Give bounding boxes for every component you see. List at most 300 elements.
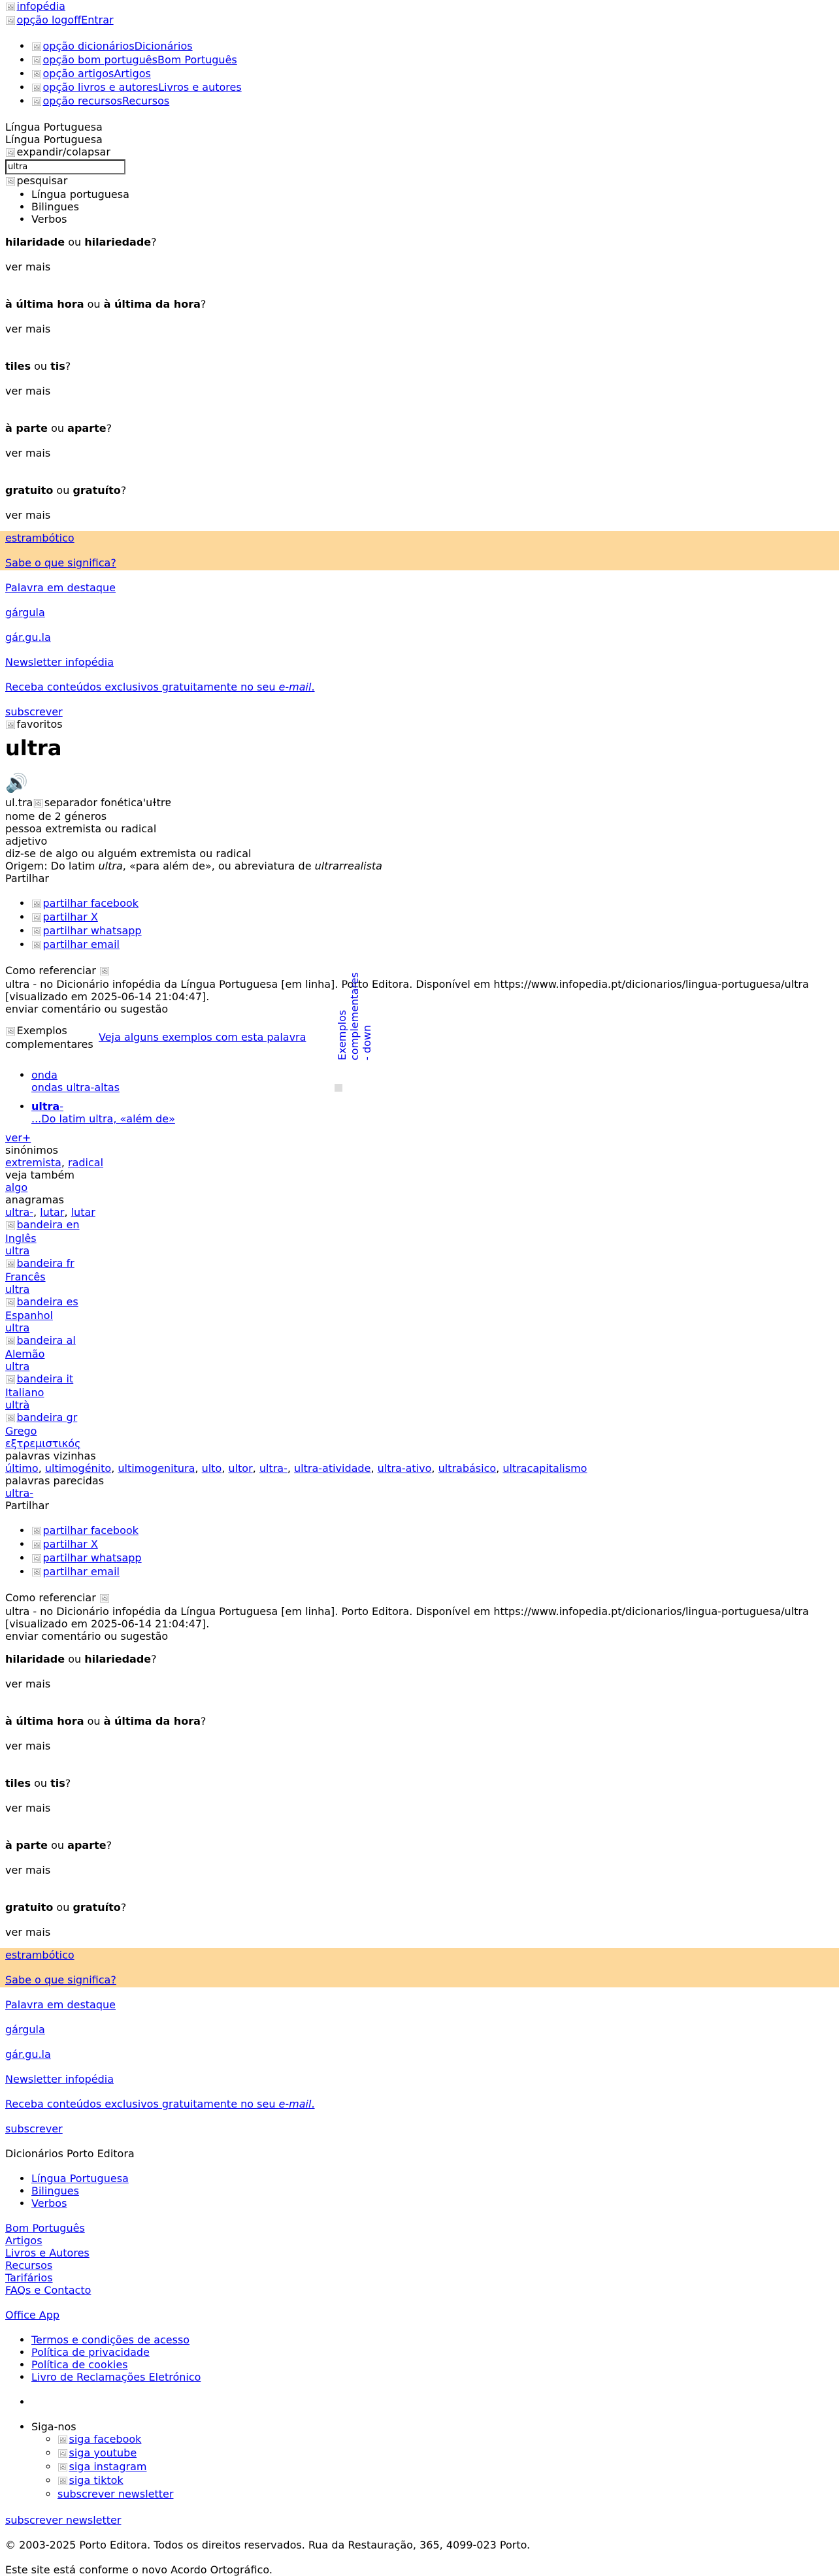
- expand-collapse[interactable]: [5, 146, 839, 159]
- flag-en-icon: [5, 1218, 17, 1232]
- example-word[interactable]: onda: [31, 1069, 58, 1081]
- down-arrow-icon[interactable]: [335, 1081, 342, 1093]
- featured-word[interactable]: gárgula: [5, 2023, 45, 2036]
- example-item: [31, 1069, 175, 1094]
- nav-item-artigos: [31, 67, 839, 81]
- subscribe-link[interactable]: subscrever: [5, 706, 63, 718]
- see-more[interactable]: ver mais: [5, 1802, 51, 1814]
- word-of-day-link[interactable]: estrambótico: [5, 532, 74, 544]
- share-list: [5, 897, 839, 952]
- empty-list: [5, 2396, 839, 2408]
- doubt-question: [5, 298, 839, 310]
- email-icon: [31, 1565, 43, 1579]
- tiktok-icon: [58, 2474, 69, 2488]
- share-email[interactable]: [31, 938, 120, 951]
- share-facebook[interactable]: [31, 897, 139, 909]
- headword: ultra: [5, 736, 62, 760]
- nl-em: e-mail: [278, 2098, 312, 2110]
- expand-icon: [5, 146, 17, 159]
- dict-option[interactable]: • Verbos: [31, 213, 839, 225]
- neighbor-link[interactable]: ulto: [201, 1462, 222, 1475]
- doubt-or: ou: [68, 236, 82, 248]
- origin-text: , «para além de», ou abreviatura de: [122, 860, 315, 872]
- doubt-or: ou: [56, 1901, 70, 1914]
- social-item: [58, 2460, 839, 2474]
- favorites-icon: [5, 718, 17, 732]
- anagram-link[interactable]: ultra-: [5, 1206, 34, 1218]
- nl-text: Receba conteúdos exclusivos gratuitamente no seu: [5, 681, 279, 693]
- x-icon: [31, 911, 43, 924]
- phonetic: 'uɫtrɐ: [142, 796, 172, 809]
- doubt-option-a: hilaridade: [5, 236, 65, 248]
- example-suffix: -: [59, 1100, 63, 1113]
- social-facebook[interactable]: [58, 2433, 141, 2445]
- subscribe-link[interactable]: subscrever: [5, 2123, 63, 2135]
- anagrams-label: anagramas: [5, 1194, 65, 1206]
- featured-syllables[interactable]: gár.gu.la: [5, 631, 51, 644]
- social-list: [5, 2421, 839, 2500]
- similar-link[interactable]: ultra-: [5, 1487, 34, 1499]
- examples-toggle[interactable]: [5, 1024, 103, 1051]
- sep-alt: separador fonética: [44, 796, 143, 809]
- nav-label: Recursos: [122, 95, 170, 107]
- see-more[interactable]: ver mais: [5, 323, 51, 335]
- expand-alt: expandir/colapsar: [16, 146, 110, 158]
- newsletter-text[interactable]: [5, 2098, 315, 2110]
- follow-label: Siga-nos: [31, 2421, 76, 2433]
- doubt-option-b: gratuíto: [73, 484, 121, 497]
- flag-alt: bandeira en: [16, 1218, 80, 1231]
- logo-link[interactable]: [5, 0, 65, 12]
- neighbor-link[interactable]: ultrabásico: [438, 1462, 497, 1475]
- dictionary-title: Língua Portuguesa: [5, 121, 103, 133]
- doubt-question: [5, 1839, 839, 1851]
- citation-text: ultra - no Dicionário infopédia da Língua Portuguesa [em linha]. Porto Editora. Disponível em https://www.infopedia.pt/dicionarios/lingua-portuguesa/ultra [visualizado em 2025-06-14 21:04:47].: [5, 978, 809, 1003]
- example-item: [31, 1100, 175, 1125]
- citation-text: ultra - no Dicionário infopédia da Língua Portuguesa [em linha]. Porto Editora. Disponível em https://www.infopedia.pt/dicionarios/lingua-portuguesa/ultra [visualizado em 2025-06-14 21:04:47].: [5, 1605, 809, 1630]
- doubt-question: [5, 484, 839, 497]
- see-more[interactable]: ver mais: [5, 1740, 51, 1752]
- email-icon: [31, 938, 43, 952]
- copy-citation-icon[interactable]: [99, 1591, 111, 1605]
- origin-em: ultra: [98, 860, 123, 872]
- share-alt: partilhar facebook: [42, 1524, 139, 1537]
- definition: pessoa extremista ou radical: [5, 823, 157, 835]
- dict-option[interactable]: • Bilingues: [31, 201, 839, 213]
- flag-alt: bandeira al: [16, 1334, 76, 1346]
- doubt-q: ?: [65, 360, 71, 372]
- doubt-or: ou: [34, 1777, 48, 1789]
- audio-speaker-icon[interactable]: 🔊: [5, 772, 28, 794]
- flag-alt: bandeira gr: [16, 1411, 78, 1424]
- neighbor-link[interactable]: ultracapitalismo: [502, 1462, 587, 1475]
- facebook-icon: [31, 1524, 43, 1538]
- translation-link[interactable]: [5, 1373, 73, 1411]
- artigos-icon: [31, 67, 43, 81]
- footer-link[interactable]: Bom Português: [5, 2222, 85, 2234]
- doubt-option-a: hilaridade: [5, 1653, 65, 1665]
- cite-label: Como referenciar: [5, 1591, 96, 1604]
- share-item: [31, 938, 839, 952]
- footer-dict-title: Dicionários Porto Editora: [5, 2147, 135, 2160]
- share-whatsapp[interactable]: [31, 1552, 142, 1564]
- doubt-option-a: tiles: [5, 1777, 31, 1789]
- doubts-list-top: [5, 236, 839, 521]
- origin-em: ultrarrealista: [314, 860, 382, 872]
- examples-vertical-label: Exemplos complementares - down: [336, 972, 373, 1060]
- lang-name: Italiano: [5, 1386, 44, 1399]
- youtube-icon: [58, 2447, 69, 2460]
- share-alt: partilhar whatsapp: [42, 1552, 142, 1564]
- legal-link[interactable]: Livro de Reclamações Eletrónico: [31, 2371, 201, 2383]
- see-more[interactable]: ver mais: [5, 447, 51, 459]
- flag-alt: bandeira fr: [16, 1257, 74, 1269]
- example-word[interactable]: [31, 1100, 63, 1113]
- example-snippet[interactable]: ...Do latim ultra, «além de»: [31, 1113, 175, 1125]
- legal-link[interactable]: Política de cookies: [31, 2358, 128, 2371]
- footer-link[interactable]: Tarifários: [5, 2272, 53, 2284]
- grammar-class: nome de 2 géneros: [5, 810, 107, 823]
- share-item: [31, 1565, 839, 1579]
- syllables-line: [5, 796, 839, 810]
- nl-dot: .: [311, 681, 315, 693]
- know-meaning-link[interactable]: Sabe o que significa?: [5, 557, 116, 569]
- favorites-alt: favoritos: [16, 718, 63, 730]
- social-youtube[interactable]: [58, 2447, 137, 2459]
- grammar-class: adjetivo: [5, 835, 48, 847]
- doubt-option-b: à última da hora: [103, 1715, 201, 1727]
- doubt-option-a: gratuito: [5, 1901, 54, 1914]
- doubt-q: ?: [151, 1653, 157, 1665]
- nav-item-dicionarios: [31, 40, 839, 54]
- follow-item: [31, 2421, 839, 2500]
- social-alt: siga youtube: [69, 2447, 137, 2459]
- newsletter-subscribe-link[interactable]: subscrever newsletter: [58, 2488, 174, 2500]
- doubt-option-a: gratuito: [5, 484, 54, 497]
- lang-word: ultra: [5, 1283, 30, 1296]
- synonym-link[interactable]: radical: [68, 1156, 104, 1169]
- share-alt: partilhar email: [42, 1565, 120, 1578]
- livros-icon: [31, 81, 43, 95]
- featured-word-label[interactable]: Palavra em destaque: [5, 581, 116, 594]
- nav-link-artigos[interactable]: [31, 67, 151, 80]
- nav-alt: opção livros e autores: [42, 81, 159, 93]
- syllables: ul.tra: [5, 796, 33, 809]
- main-nav: [5, 40, 839, 108]
- social-alt: siga facebook: [69, 2433, 142, 2445]
- office-app-link[interactable]: Office App: [5, 2309, 60, 2321]
- newsletter-title[interactable]: Newsletter infopédia: [5, 656, 114, 668]
- doubt-option-b: hilariedade: [84, 236, 152, 248]
- phonetic-separator-icon: [33, 796, 44, 810]
- lang-name: Francês: [5, 1271, 46, 1283]
- legal-item: [31, 2334, 839, 2346]
- nav-link-recursos[interactable]: [31, 95, 169, 107]
- flag-alt: bandeira es: [16, 1296, 78, 1308]
- share-facebook[interactable]: [31, 1524, 139, 1537]
- citation-header: [5, 1591, 839, 1605]
- dicionarios-icon: [31, 40, 43, 54]
- nav-label: Bom Português: [157, 54, 237, 66]
- featured-word[interactable]: gárgula: [5, 606, 45, 619]
- legal-item: [31, 2358, 839, 2371]
- definition: diz-se de algo ou alguém extremista ou radical: [5, 847, 252, 860]
- search-button[interactable]: [5, 174, 839, 188]
- neighbor-link[interactable]: ultimogenitura: [118, 1462, 195, 1475]
- share-alt: partilhar X: [42, 911, 98, 923]
- page: [5, 0, 839, 2576]
- translation-link[interactable]: [5, 1411, 80, 1450]
- doubt-option-a: tiles: [5, 360, 31, 372]
- example-word-bold: ultra: [31, 1100, 60, 1113]
- doubt-or: ou: [51, 1839, 65, 1851]
- see-more[interactable]: ver mais: [5, 509, 51, 521]
- share-whatsapp[interactable]: [31, 924, 142, 937]
- footer-link[interactable]: Língua Portuguesa: [31, 2172, 129, 2185]
- nav-link-dicionarios[interactable]: [31, 40, 193, 52]
- footer-link[interactable]: Recursos: [5, 2259, 53, 2272]
- legal-links: [5, 2334, 839, 2383]
- dict-option[interactable]: • Língua portuguesa: [31, 188, 839, 201]
- see-more[interactable]: ver mais: [5, 385, 51, 397]
- flag-fr-icon: [5, 1257, 17, 1271]
- whatsapp-icon: [31, 1552, 43, 1565]
- doubts-list-bottom: [5, 1653, 839, 1938]
- newsletter-text[interactable]: [5, 681, 315, 693]
- facebook-icon: [31, 897, 43, 911]
- see-more[interactable]: ver mais: [5, 1864, 51, 1876]
- whatsapp-icon: [31, 924, 43, 938]
- flag-alt: bandeira it: [16, 1373, 74, 1385]
- nl-dot: .: [311, 2098, 315, 2110]
- social-item: [58, 2447, 839, 2460]
- doubt-q: ?: [151, 236, 157, 248]
- share-label: Partilhar: [5, 1499, 49, 1512]
- see-also-link[interactable]: algo: [5, 1181, 28, 1194]
- nl-text: Receba conteúdos exclusivos gratuitamente no seu: [5, 2098, 279, 2110]
- nav-item-livros: [31, 81, 839, 95]
- lang-name: Inglês: [5, 1232, 37, 1245]
- share-x[interactable]: [31, 911, 98, 923]
- share-alt: partilhar X: [42, 1538, 98, 1550]
- footer: [5, 2147, 839, 2576]
- nav-alt: opção dicionários: [42, 40, 135, 52]
- neighbor-link[interactable]: ultimogénito: [44, 1462, 112, 1475]
- doubt-q: ?: [120, 484, 127, 497]
- translations: [5, 1218, 839, 1450]
- entry: [5, 718, 839, 1015]
- social-tiktok[interactable]: [58, 2474, 123, 2486]
- feedback-link[interactable]: enviar comentário ou sugestão: [5, 1003, 169, 1015]
- subscribe-newsletter-link[interactable]: subscrever newsletter: [5, 2514, 122, 2526]
- related-block: [5, 1132, 839, 1642]
- anagram-link[interactable]: lutar: [71, 1206, 95, 1218]
- see-more[interactable]: ver mais: [5, 1678, 51, 1690]
- doubt-option-b: aparte: [67, 1839, 107, 1851]
- nav-alt: opção recursos: [42, 95, 122, 107]
- promo-bottom: [5, 1948, 839, 2135]
- doubt-question: [5, 236, 839, 248]
- doubt-q: ?: [200, 1715, 206, 1727]
- flag-gr-icon: [5, 1411, 17, 1425]
- header: [5, 0, 839, 225]
- word-of-day-link[interactable]: estrambótico: [5, 1949, 74, 1961]
- see-more[interactable]: ver mais: [5, 261, 51, 273]
- doubt-option-b: tis: [50, 360, 65, 372]
- translation-link[interactable]: [5, 1218, 80, 1257]
- neighbors-label: palavras vizinhas: [5, 1450, 96, 1462]
- doubt-q: ?: [106, 422, 112, 434]
- social-alt: siga tiktok: [69, 2474, 123, 2486]
- share-item: [31, 1552, 839, 1565]
- share-alt: partilhar email: [42, 938, 120, 951]
- know-meaning-link[interactable]: Sabe o que significa?: [5, 1974, 116, 1986]
- similar-label: palavras parecidas: [5, 1475, 105, 1487]
- word-of-day-band: [0, 531, 839, 570]
- logo-alt: infopédia: [16, 0, 65, 12]
- footer-dict-item: [31, 2197, 839, 2209]
- footer-link[interactable]: FAQs e Contacto: [5, 2284, 91, 2296]
- entrar-label: Entrar: [81, 14, 114, 26]
- flag-de-icon: [5, 1334, 17, 1348]
- flag-it-icon: [5, 1373, 17, 1386]
- origin-text: Origem: Do latim: [5, 860, 99, 872]
- promo-top: [5, 531, 839, 718]
- lang-word: ultra: [5, 1245, 30, 1257]
- doubt-or: ou: [51, 422, 65, 434]
- synonyms: extremista, radical: [5, 1156, 104, 1169]
- doubt-option-a: à parte: [5, 1839, 48, 1851]
- logoff-icon: [5, 14, 17, 27]
- share-email[interactable]: [31, 1565, 120, 1578]
- recursos-icon: [31, 95, 43, 108]
- search-input[interactable]: [5, 159, 125, 174]
- share-item: [31, 1524, 839, 1538]
- facebook-icon: [58, 2433, 69, 2447]
- nav-label: Artigos: [114, 67, 151, 80]
- nav-link-livros[interactable]: [31, 81, 242, 93]
- translation-link[interactable]: [5, 1296, 78, 1334]
- legal-item: [31, 2371, 839, 2383]
- neighbor-link[interactable]: ultra-: [259, 1462, 288, 1475]
- see-more[interactable]: ver mais: [5, 1926, 51, 1938]
- example-snippet[interactable]: ondas ultra-altas: [31, 1081, 120, 1094]
- share-list-bottom: [5, 1524, 839, 1579]
- newsletter-title[interactable]: Newsletter infopédia: [5, 2073, 114, 2085]
- doubt-option-b: tis: [50, 1777, 65, 1789]
- featured-syllables[interactable]: gár.gu.la: [5, 2048, 51, 2061]
- logoff-alt: opção logoff: [16, 14, 82, 26]
- doubt-option-b: à última da hora: [103, 298, 201, 310]
- share-label: Partilhar: [5, 872, 49, 885]
- word-of-day-band: [0, 1948, 839, 1987]
- logo-image: [5, 0, 17, 14]
- footer-link[interactable]: Livros e Autores: [5, 2247, 90, 2259]
- legal-item: [31, 2346, 839, 2358]
- footer-link[interactable]: Verbos: [31, 2197, 67, 2209]
- doubt-q: ?: [65, 1777, 71, 1789]
- nav-label: Livros e autores: [158, 81, 242, 93]
- see-more-examples[interactable]: ver+: [5, 1132, 31, 1144]
- doubt-option-b: gratuíto: [73, 1901, 121, 1914]
- lang-word: ultra: [5, 1360, 30, 1373]
- cite-label: Como referenciar: [5, 964, 96, 977]
- instagram-icon: [58, 2460, 69, 2474]
- doubt-or: ou: [68, 1653, 82, 1665]
- share-alt: partilhar whatsapp: [42, 924, 142, 937]
- social-links: [31, 2433, 839, 2500]
- doubt-q: ?: [120, 1901, 127, 1914]
- feedback-link[interactable]: enviar comentário ou sugestão: [5, 1630, 169, 1642]
- login-link[interactable]: [5, 14, 114, 26]
- nav-alt: opção artigos: [42, 67, 114, 80]
- footer-link[interactable]: Bilingues: [31, 2185, 79, 2197]
- favorites-button[interactable]: [5, 718, 839, 732]
- neighbor-link[interactable]: ultra-atividade: [294, 1462, 371, 1475]
- share-item: [31, 924, 839, 938]
- examples-list: [5, 1069, 175, 1125]
- footer-links: [5, 2222, 839, 2296]
- examples-icon: [5, 1024, 17, 1038]
- synonym-link[interactable]: extremista: [5, 1156, 61, 1169]
- copy-citation-icon[interactable]: [99, 964, 111, 978]
- anagram-link[interactable]: lutar: [40, 1206, 65, 1218]
- doubt-question: [5, 1715, 839, 1727]
- doubt-option-a: à última hora: [5, 298, 84, 310]
- search-alt: pesquisar: [16, 174, 68, 187]
- legal-link[interactable]: Termos e condições de acesso: [31, 2334, 190, 2346]
- share-item: [31, 897, 839, 911]
- x-icon: [31, 1538, 43, 1552]
- doubt-or: ou: [56, 484, 70, 497]
- examples-alt: Exemplos complementares: [5, 1024, 93, 1051]
- lang-name: Alemão: [5, 1348, 45, 1360]
- flag-es-icon: [5, 1296, 17, 1309]
- doubt-question: [5, 1901, 839, 1914]
- spelling-agreement-note: Este site está conforme o novo Acordo Ortográfico.: [5, 2564, 272, 2576]
- translation-link[interactable]: [5, 1257, 74, 1296]
- search-icon: [5, 174, 17, 188]
- share-alt: partilhar facebook: [42, 897, 139, 909]
- empty-item: [31, 2396, 839, 2408]
- share-item: [31, 1538, 839, 1552]
- featured-word-label[interactable]: Palavra em destaque: [5, 1998, 116, 2011]
- doubt-or: ou: [87, 1715, 101, 1727]
- neighbor-link[interactable]: ultor: [228, 1462, 253, 1475]
- social-instagram[interactable]: [58, 2460, 146, 2473]
- copyright: © 2003-2025 Porto Editora. Todos os direitos reservados. Rua da Restauração, 365, 4099-023 Porto.: [5, 2539, 531, 2551]
- doubt-question: [5, 1653, 839, 1665]
- footer-link[interactable]: Artigos: [5, 2234, 42, 2247]
- share-x[interactable]: [31, 1538, 98, 1550]
- footer-dict-item: [31, 2185, 839, 2197]
- social-item: [58, 2474, 839, 2488]
- neighbor-link[interactable]: último: [5, 1462, 39, 1475]
- see-also-label: veja também: [5, 1169, 74, 1181]
- synonyms-label: sinónimos: [5, 1144, 59, 1156]
- examples-link[interactable]: Veja alguns exemplos com esta palavra: [99, 1031, 306, 1043]
- translation-link[interactable]: [5, 1334, 76, 1373]
- doubt-q: ?: [200, 298, 206, 310]
- doubt-or: ou: [87, 298, 101, 310]
- bom-portugues-icon: [31, 54, 43, 67]
- dictionary-selector[interactable]: Língua Portuguesa: [5, 133, 103, 146]
- legal-link[interactable]: Política de privacidade: [31, 2346, 150, 2358]
- doubt-q: ?: [106, 1839, 112, 1851]
- social-item: [58, 2433, 839, 2447]
- neighbor-link[interactable]: ultra-ativo: [377, 1462, 432, 1475]
- nav-link-bom-portugues[interactable]: [31, 54, 237, 66]
